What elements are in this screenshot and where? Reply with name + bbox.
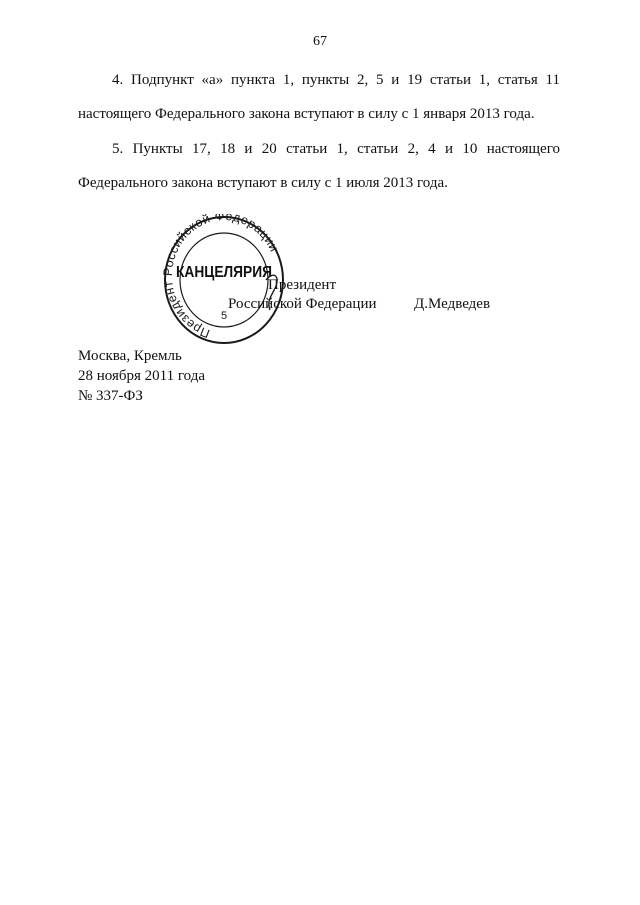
paragraph-4-line-1: 4. Подпункт «а» пункта 1, пункты 2, 5 и 19 статьи 1, статья 11 xyxy=(112,72,560,88)
law-number: № 337-ФЗ xyxy=(78,388,143,404)
signature-name: Д.Медведев xyxy=(414,296,491,312)
seal-graphic xyxy=(162,214,286,346)
official-seal-stamp xyxy=(162,214,286,346)
paragraph-5-line-1: 5. Пункты 17, 18 и 20 статьи 1, статьи 2, 4 и 10 настоящего xyxy=(112,141,560,157)
paragraph-5-line-2: Федерального закона вступают в силу с 1 июля 2013 года. xyxy=(78,175,448,191)
seal-center-text: КАНЦЕЛЯРИЯ xyxy=(176,264,272,281)
seal-number: 5 xyxy=(220,310,228,322)
signature-title: Президент xyxy=(268,277,336,293)
seal-ring-text: Президент Российской Федерации xyxy=(162,214,282,341)
page-number: 67 xyxy=(313,34,327,49)
signing-place: Москва, Кремль xyxy=(78,348,182,364)
paragraph-4-line-2: настоящего Федерального закона вступают в силу с 1 января 2013 года. xyxy=(78,106,535,122)
signing-date: 28 ноября 2011 года xyxy=(78,368,206,384)
signature-organization: Российской Федерации xyxy=(228,296,377,312)
